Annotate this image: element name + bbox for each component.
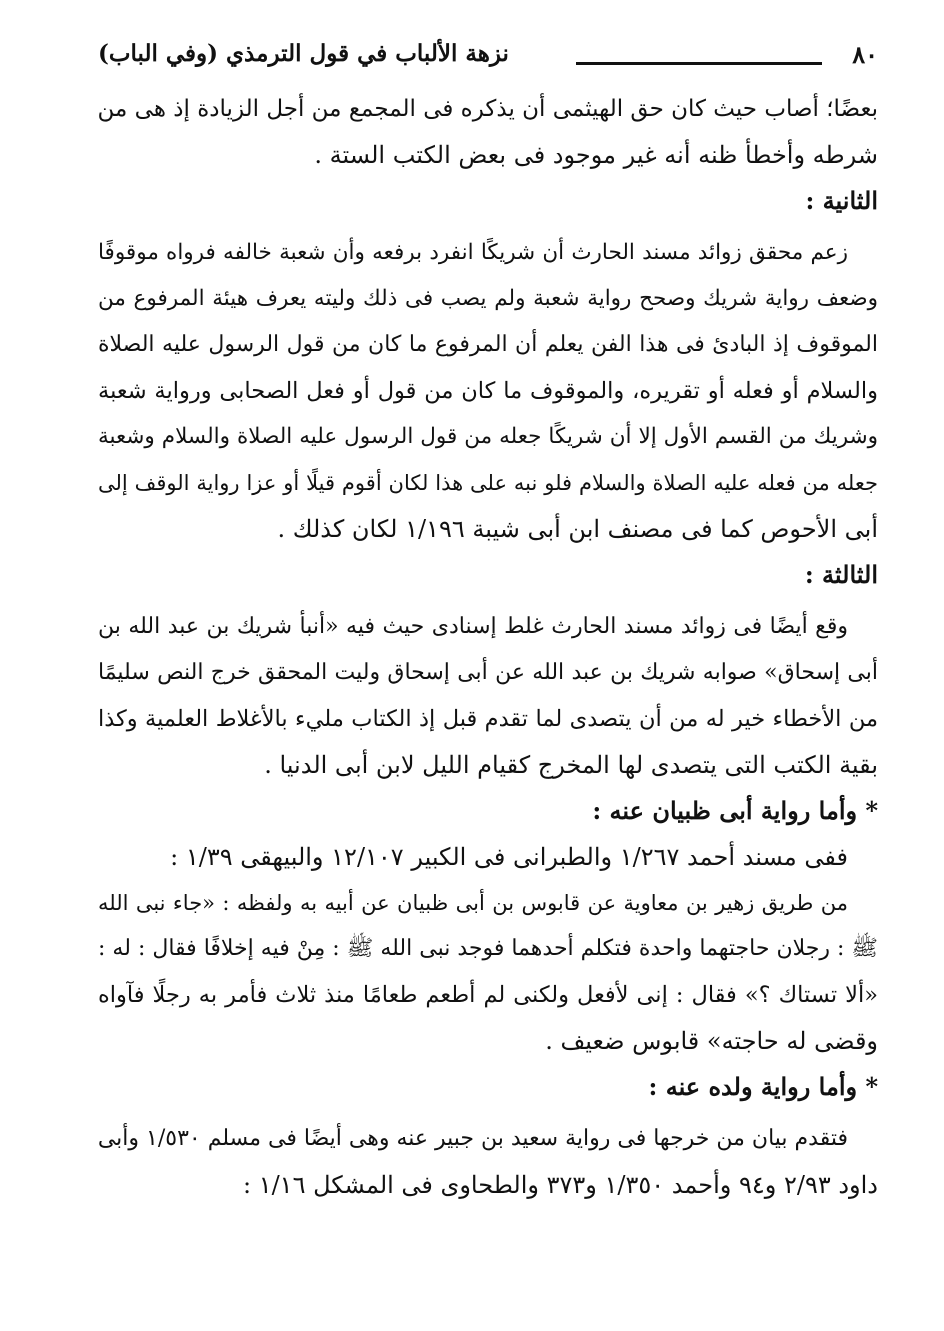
running-title: نزهة الألباب في قول الترمذي (وفي الباب) [98,40,509,67]
text-line: من الأخطاء خير له من أن يتصدى لما تقدم قبل إذ الكتاب مليء بالأغلاط العلمية وكذا [98,706,878,732]
section-heading-his-son: * وأما رواية ولده عنه : [648,1072,878,1101]
text-line: زعم محقق زوائد مسند الحارث أن شريكًا انفرد برفعه وأن شعبة خالفه فرواه موقوفًا [98,240,848,265]
text-line: وقضى له حاجته» قابوس ضعيف . [545,1027,878,1055]
page-header [98,38,878,78]
header-rule [576,62,822,65]
text-line: فتقدم بيان من خرجها فى رواية سعيد بن جبير عنه وهى أيضًا فى مسلم ١/٥٣٠ وأبى [97,1126,848,1151]
text-line: بقية الكتب التى يتصدى لها المخرج كقيام الليل لابن أبى الدنيا . [264,751,878,779]
section-heading-abu-zabyan: * وأما رواية أبى ظبيان عنه : [592,796,878,825]
text-line: وقع أيضًا فى زوائد مسند الحارث غلط إسنادى حيث فيه «أنبأ شريك بن عبد الله بن [98,614,848,639]
text-line: «ألا تستاك ؟» فقال : إنى لأفعل ولكنى لم أطعم طعامًا منذ ثلاث فأمر به رجلًا فآواه [98,982,878,1008]
text-line: وضعف رواية شريك وصحح رواية شعبة ولم يصب فى ذلك وليته يعرف هيئة المرفوع من [98,286,878,311]
section-heading-third: الثالثة : [804,560,878,589]
text-line: الموقوف إذ البادئ فى هذا الفن يعلم أن المرفوع ما كان من قول الرسول عليه الصلاة [98,332,878,357]
text-line: وشريك من القسم الأول إلا أن شريكًا جعله من قول الرسول عليه الصلاة والسلام وشعبة [98,424,878,449]
text-line: شرطه وأخطأ ظنه أنه غير موجود فى بعض الكتب الستة . [314,141,878,169]
body-text [98,86,878,1208]
text-line: جعله من فعله عليه الصلاة والسلام فلو نبه على هذا لكان أقوم قيلًا أو عزا رواية الوقف إلى [98,471,878,495]
text-line: أبى الأحوص كما فى مصنف ابن أبى شيبة ١/١٩٦ لكان كذلك . [277,515,878,543]
page-number: ٨٠ [852,40,878,69]
text-line: ﷺ : رجلان حاجتهما واحدة فتكلم أحدهما فوجد نبى الله ﷺ : مِنْ فيه إخلافًا فقال : له : [98,936,878,961]
text-line: داود ٢/٩٣ و٩٤ وأحمد ١/٣٥٠ و٣٧٣ والطحاوى فى المشكل ١/١٦ : [242,1171,878,1199]
text-line: من طريق زهير بن معاوية عن قابوس بن أبى ظبيان عن أبيه به ولفظه : «جاء نبى الله [98,891,848,915]
section-heading-second: الثانية : [805,186,878,215]
text-line: بعضًا؛ أصاب حيث كان حق الهيثمى أن يذكره فى المجمع من أجل الزيادة إذ هى من [97,96,878,122]
text-line: والسلام أو فعله أو تقريره، والموقوف ما كان من قول أو فعل الصحابى ورواية شعبة [98,378,878,404]
text-line: أبى إسحاق» صوابه شريك بن عبد الله عن أبى إسحاق وليت المحقق خرج النص سليمًا [98,660,878,685]
text-line: ففى مسند أحمد ١/٢٦٧ والطبرانى فى الكبير ١٢/١٠٧ والبيهقى ١/٣٩ : [170,843,848,871]
